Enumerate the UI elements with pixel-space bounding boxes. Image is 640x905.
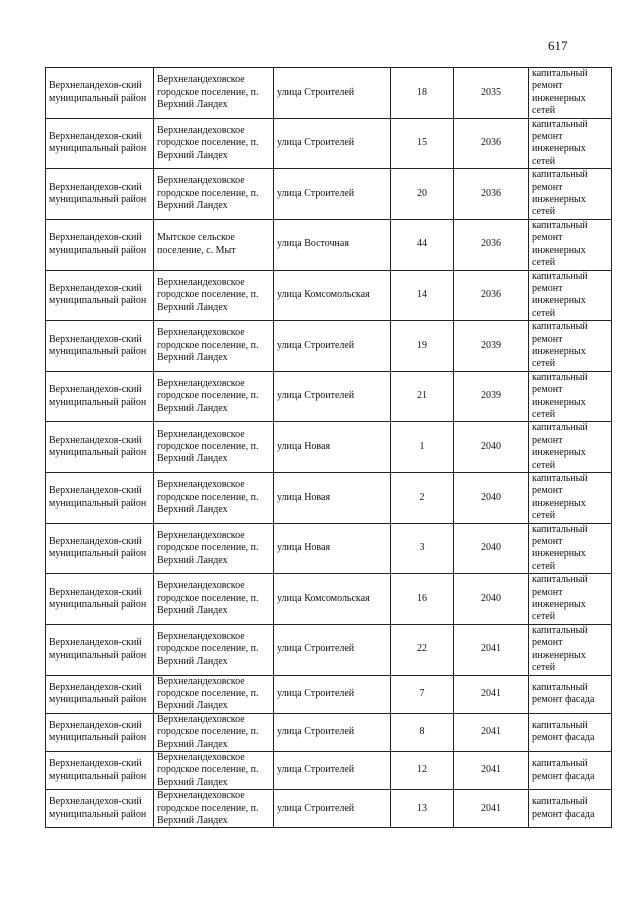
year-cell: 2041 [454, 624, 529, 675]
house-number-cell: 19 [391, 321, 454, 372]
settlement-cell: Верхнеландеховское городское поселение, п. Верхний Ландех [154, 523, 274, 574]
work-type-cell: капитальный ремонт инженерных сетей [529, 219, 612, 270]
work-type-cell: капитальный ремонт инженерных сетей [529, 68, 612, 119]
district-cell: Верхнеландехов-ский муниципальный район [46, 574, 154, 625]
year-cell: 2039 [454, 371, 529, 422]
table-row [46, 675, 612, 713]
house-number-cell: 8 [391, 713, 454, 751]
street-cell: улица Строителей [274, 68, 391, 119]
street-cell: улица Строителей [274, 790, 391, 828]
settlement-cell: Мытское сельское поселение, с. Мыт [154, 219, 274, 270]
district-cell: Верхнеландехов-ский муниципальный район [46, 422, 154, 473]
table-row [46, 751, 612, 789]
house-number-cell: 15 [391, 118, 454, 169]
district-cell: Верхнеландехов-ский муниципальный район [46, 675, 154, 713]
work-type-cell: капитальный ремонт фасада [529, 751, 612, 789]
work-type-cell: капитальный ремонт инженерных сетей [529, 624, 612, 675]
street-cell: улица Строителей [274, 624, 391, 675]
table-row [46, 321, 612, 372]
district-cell: Верхнеландехов-ский муниципальный район [46, 371, 154, 422]
house-number-cell: 18 [391, 68, 454, 119]
house-number-cell: 44 [391, 219, 454, 270]
table-row [46, 574, 612, 625]
work-type-cell: капитальный ремонт инженерных сетей [529, 574, 612, 625]
registry-body [46, 68, 612, 828]
district-cell: Верхнеландехов-ский муниципальный район [46, 523, 154, 574]
table-row [46, 371, 612, 422]
settlement-cell: Верхнеландеховское городское поселение, п. Верхний Ландех [154, 473, 274, 524]
work-type-cell: капитальный ремонт инженерных сетей [529, 371, 612, 422]
house-number-cell: 3 [391, 523, 454, 574]
table-row [46, 473, 612, 524]
settlement-cell: Верхнеландеховское городское поселение, п. Верхний Ландех [154, 751, 274, 789]
settlement-cell: Верхнеландеховское городское поселение, п. Верхний Ландех [154, 321, 274, 372]
street-cell: улица Комсомольская [274, 270, 391, 321]
house-number-cell: 1 [391, 422, 454, 473]
table-row [46, 422, 612, 473]
house-number-cell: 14 [391, 270, 454, 321]
settlement-cell: Верхнеландеховское городское поселение, п. Верхний Ландех [154, 790, 274, 828]
settlement-cell: Верхнеландеховское городское поселение, п. Верхний Ландех [154, 574, 274, 625]
house-number-cell: 13 [391, 790, 454, 828]
year-cell: 2041 [454, 751, 529, 789]
house-number-cell: 21 [391, 371, 454, 422]
district-cell: Верхнеландехов-ский муниципальный район [46, 473, 154, 524]
settlement-cell: Верхнеландеховское городское поселение, п. Верхний Ландех [154, 371, 274, 422]
work-type-cell: капитальный ремонт инженерных сетей [529, 118, 612, 169]
district-cell: Верхнеландехов-ский муниципальный район [46, 169, 154, 220]
street-cell: улица Строителей [274, 371, 391, 422]
year-cell: 2036 [454, 169, 529, 220]
house-number-cell: 20 [391, 169, 454, 220]
settlement-cell: Верхнеландеховское городское поселение, п. Верхний Ландех [154, 270, 274, 321]
table-row [46, 713, 612, 751]
house-number-cell: 16 [391, 574, 454, 625]
work-type-cell: капитальный ремонт фасада [529, 790, 612, 828]
year-cell: 2041 [454, 675, 529, 713]
year-cell: 2039 [454, 321, 529, 372]
work-type-cell: капитальный ремонт инженерных сетей [529, 321, 612, 372]
table-row [46, 624, 612, 675]
year-cell: 2036 [454, 118, 529, 169]
work-type-cell: капитальный ремонт фасада [529, 713, 612, 751]
page-number: 617 [548, 38, 568, 53]
house-number-cell: 2 [391, 473, 454, 524]
district-cell: Верхнеландехов-ский муниципальный район [46, 321, 154, 372]
settlement-cell: Верхнеландеховское городское поселение, п. Верхний Ландех [154, 68, 274, 119]
district-cell: Верхнеландехов-ский муниципальный район [46, 270, 154, 321]
year-cell: 2041 [454, 790, 529, 828]
street-cell: улица Строителей [274, 169, 391, 220]
settlement-cell: Верхнеландеховское городское поселение, п. Верхний Ландех [154, 422, 274, 473]
settlement-cell: Верхнеландеховское городское поселение, п. Верхний Ландех [154, 675, 274, 713]
street-cell: улица Новая [274, 523, 391, 574]
street-cell: улица Строителей [274, 675, 391, 713]
street-cell: улица Восточная [274, 219, 391, 270]
work-type-cell: капитальный ремонт инженерных сетей [529, 473, 612, 524]
street-cell: улица Комсомольская [274, 574, 391, 625]
district-cell: Верхнеландехов-ский муниципальный район [46, 219, 154, 270]
year-cell: 2040 [454, 523, 529, 574]
district-cell: Верхнеландехов-ский муниципальный район [46, 713, 154, 751]
settlement-cell: Верхнеландеховское городское поселение, п. Верхний Ландех [154, 713, 274, 751]
street-cell: улица Строителей [274, 118, 391, 169]
house-number-cell: 7 [391, 675, 454, 713]
table-row [46, 523, 612, 574]
work-type-cell: капитальный ремонт инженерных сетей [529, 523, 612, 574]
table-row [46, 219, 612, 270]
district-cell: Верхнеландехов-ский муниципальный район [46, 790, 154, 828]
street-cell: улица Строителей [274, 713, 391, 751]
settlement-cell: Верхнеландеховское городское поселение, п. Верхний Ландех [154, 169, 274, 220]
work-type-cell: капитальный ремонт инженерных сетей [529, 422, 612, 473]
year-cell: 2040 [454, 422, 529, 473]
table-row [46, 790, 612, 828]
street-cell: улица Строителей [274, 751, 391, 789]
year-cell: 2041 [454, 713, 529, 751]
table-row [46, 68, 612, 119]
work-type-cell: капитальный ремонт инженерных сетей [529, 169, 612, 220]
year-cell: 2040 [454, 473, 529, 524]
work-type-cell: капитальный ремонт инженерных сетей [529, 270, 612, 321]
district-cell: Верхнеландехов-ский муниципальный район [46, 68, 154, 119]
district-cell: Верхнеландехов-ский муниципальный район [46, 751, 154, 789]
settlement-cell: Верхнеландеховское городское поселение, п. Верхний Ландех [154, 118, 274, 169]
registry-table [45, 67, 612, 828]
work-type-cell: капитальный ремонт фасада [529, 675, 612, 713]
year-cell: 2036 [454, 219, 529, 270]
street-cell: улица Строителей [274, 321, 391, 372]
table-row [46, 169, 612, 220]
table-row [46, 270, 612, 321]
table-row [46, 118, 612, 169]
district-cell: Верхнеландехов-ский муниципальный район [46, 624, 154, 675]
district-cell: Верхнеландехов-ский муниципальный район [46, 118, 154, 169]
year-cell: 2036 [454, 270, 529, 321]
settlement-cell: Верхнеландеховское городское поселение, п. Верхний Ландех [154, 624, 274, 675]
house-number-cell: 12 [391, 751, 454, 789]
year-cell: 2035 [454, 68, 529, 119]
house-number-cell: 22 [391, 624, 454, 675]
street-cell: улица Новая [274, 422, 391, 473]
street-cell: улица Новая [274, 473, 391, 524]
year-cell: 2040 [454, 574, 529, 625]
